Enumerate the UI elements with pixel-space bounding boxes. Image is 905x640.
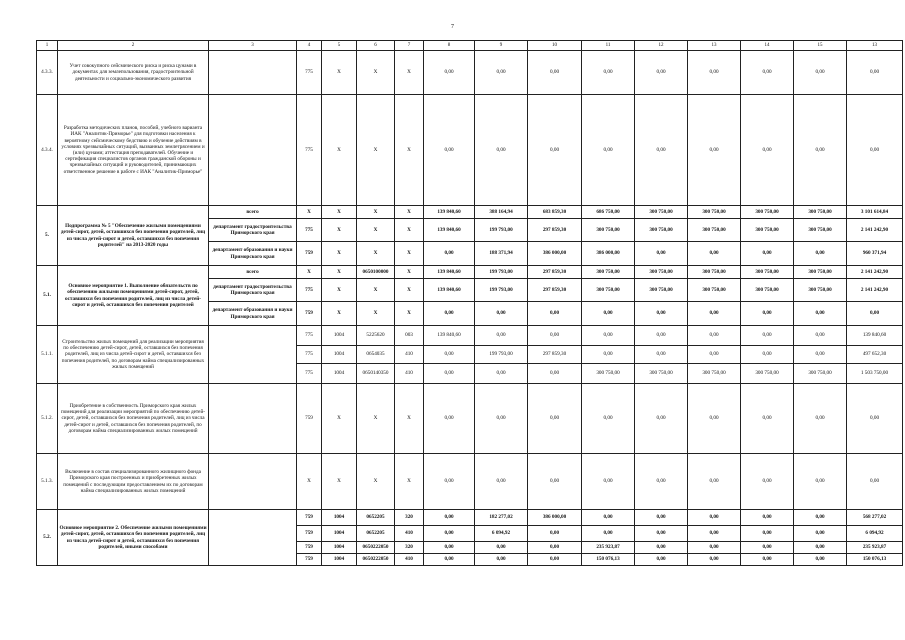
amount-cell: 0,00 (741, 384, 794, 454)
header-cell: 6 (357, 41, 395, 51)
code-cell-c7: X (395, 95, 424, 206)
amount-cell: 0,00 (688, 346, 741, 364)
amount-cell: 386 000,00 (528, 242, 582, 266)
budget-table (36, 40, 903, 566)
amount-cell: 300 750,00 (794, 364, 847, 384)
section-code: 5.1. (37, 266, 58, 326)
amount-cell: 0,00 (635, 454, 688, 510)
header-cell: 15 (794, 41, 847, 51)
amount-cell: 0,00 (475, 51, 528, 95)
code-cell-c6: X (357, 51, 395, 95)
amount-cell: 300 750,00 (741, 266, 794, 279)
amount-cell: 0,00 (424, 510, 475, 526)
amount-cell: 386 000,00 (528, 510, 582, 526)
amount-cell: 0,00 (528, 302, 582, 326)
code-cell-c7: X (395, 242, 424, 266)
header-cell: 12 (635, 41, 688, 51)
amount-cell: 300 750,00 (582, 364, 635, 384)
code-cell-c5: 1004 (322, 326, 357, 346)
amount-cell: 139 840,60 (424, 326, 475, 346)
code-cell-c7: X (395, 279, 424, 302)
amount-cell: 0,00 (688, 384, 741, 454)
amount-cell: 0,00 (582, 346, 635, 364)
code-cell-c7: X (395, 302, 424, 326)
amount-cell: 1 503 750,00 (847, 364, 903, 384)
amount-cell: 0,00 (741, 302, 794, 326)
amount-cell: 0,00 (794, 542, 847, 554)
amount-cell: 0,00 (635, 326, 688, 346)
code-cell-c5: X (322, 302, 357, 326)
amount-cell: 0,00 (847, 51, 903, 95)
amount-cell: 0,00 (688, 510, 741, 526)
code-cell-c6: 0652205 (357, 510, 395, 526)
amount-cell: 300 750,00 (688, 206, 741, 219)
header-cell: 11 (582, 41, 635, 51)
amount-cell: 199 793,00 (475, 219, 528, 242)
amount-cell: 300 750,00 (794, 206, 847, 219)
amount-cell: 497 652,30 (847, 346, 903, 364)
amount-cell: 300 750,00 (741, 206, 794, 219)
amount-cell: 150 076,13 (847, 554, 903, 566)
code-cell-c5: 1004 (322, 510, 357, 526)
code-cell-c4: 775 (297, 95, 322, 206)
code-cell-c4: 759 (297, 302, 322, 326)
executor-cell: департамент градостроительства Приморского края (209, 219, 297, 242)
amount-cell: 0,00 (794, 326, 847, 346)
amount-cell: 199 793,00 (475, 346, 528, 364)
amount-cell: 0,00 (635, 526, 688, 542)
code-cell-c7: 003 (395, 326, 424, 346)
amount-cell: 0,00 (635, 346, 688, 364)
amount-cell: 199 793,00 (475, 266, 528, 279)
amount-cell: 0,00 (635, 510, 688, 526)
amount-cell: 139 840,60 (424, 219, 475, 242)
amount-cell: 0,00 (741, 554, 794, 566)
amount-cell: 0,00 (688, 542, 741, 554)
section-code: 5.2. (37, 510, 58, 566)
amount-cell: 300 750,00 (741, 364, 794, 384)
amount-cell: 300 750,00 (582, 266, 635, 279)
code-cell-c4: 759 (297, 554, 322, 566)
amount-cell: 300 750,00 (741, 279, 794, 302)
executor-cell: всего (209, 266, 297, 279)
table-row (37, 510, 903, 526)
code-cell-c7: X (395, 384, 424, 454)
amount-cell: 0,00 (794, 95, 847, 206)
code-cell-c5: X (322, 242, 357, 266)
amount-cell: 300 750,00 (635, 219, 688, 242)
amount-cell: 0,00 (475, 542, 528, 554)
amount-cell: 0,00 (635, 302, 688, 326)
amount-cell: 300 750,00 (635, 206, 688, 219)
code-cell-c7: 320 (395, 510, 424, 526)
code-cell-c5: X (322, 51, 357, 95)
amount-cell: 300 750,00 (582, 279, 635, 302)
amount-cell: 300 750,00 (688, 279, 741, 302)
code-cell-c6: X (357, 206, 395, 219)
table-row (37, 384, 903, 454)
amount-cell: 0,00 (475, 554, 528, 566)
amount-cell: 300 750,00 (688, 364, 741, 384)
section-description: Подпрограмма № 5 "Обеспечение жилыми помещениями детей-сирот, детей, оставшихся без попечения родителей, лиц из числа детей-сирот и детей, оставшихся без попечения родителей" на 2013-2020 годы (58, 206, 209, 266)
amount-cell: 0,00 (582, 526, 635, 542)
amount-cell: 386 000,00 (582, 242, 635, 266)
table-row (37, 206, 903, 219)
amount-cell: 139 840,60 (424, 279, 475, 302)
section-code: 5.1.2. (37, 384, 58, 454)
code-cell-c6: 0650222050 (357, 542, 395, 554)
amount-cell: 683 859,30 (528, 206, 582, 219)
amount-cell: 0,00 (741, 526, 794, 542)
amount-cell: 0,00 (424, 51, 475, 95)
amount-cell: 0,00 (794, 302, 847, 326)
amount-cell: 0,00 (847, 302, 903, 326)
amount-cell: 0,00 (741, 510, 794, 526)
section-code: 4.3.3. (37, 51, 58, 95)
amount-cell: 0,00 (847, 384, 903, 454)
amount-cell: 0,00 (741, 51, 794, 95)
header-cell: 4 (297, 41, 322, 51)
code-cell-c6: 5225620 (357, 326, 395, 346)
code-cell-c4: 775 (297, 364, 322, 384)
code-cell-c5: 1004 (322, 364, 357, 384)
amount-cell: 388 164,94 (475, 206, 528, 219)
section-description: Основное мероприятие 1. Выполнение обязательств по обеспечению жилыми помещениями детей-сирот, детей, оставшихся без попечения родителей, лиц из числа детей-сирот и детей, оставшихся без попечения родителей (58, 266, 209, 326)
amount-cell: 0,00 (528, 542, 582, 554)
table-row (37, 51, 903, 95)
amount-cell: 0,00 (424, 454, 475, 510)
amount-cell: 6 094,92 (847, 526, 903, 542)
amount-cell: 0,00 (741, 542, 794, 554)
executor-cell: департамент образования и науки Приморского края (209, 302, 297, 326)
amount-cell: 0,00 (635, 554, 688, 566)
amount-cell: 2 141 242,90 (847, 266, 903, 279)
amount-cell: 0,00 (688, 554, 741, 566)
section-description: Приобретение в собственность Приморского края жилых помещений для реализации мероприятий по обеспечению детей-сирот, детей, оставшихся без попечения родителей, лиц из числа детей-сирот и детей, оставшихся без попечения родителей, по договорам найма специализированных жилых помещений (58, 384, 209, 454)
code-cell-c6: X (357, 279, 395, 302)
amount-cell: 0,00 (794, 510, 847, 526)
amount-cell: 0,00 (475, 384, 528, 454)
code-cell-c6: 0650140350 (357, 364, 395, 384)
code-cell-c5: X (322, 219, 357, 242)
amount-cell: 686 750,00 (582, 206, 635, 219)
header-cell: 8 (424, 41, 475, 51)
table-row (37, 326, 903, 346)
table-row (37, 454, 903, 510)
code-cell-c7: 410 (395, 554, 424, 566)
amount-cell: 0,00 (688, 526, 741, 542)
amount-cell: 0,00 (475, 326, 528, 346)
code-cell-c4: 759 (297, 242, 322, 266)
amount-cell: 0,00 (475, 454, 528, 510)
empty-cell (209, 51, 297, 95)
amount-cell: 6 094,92 (475, 526, 528, 542)
amount-cell: 0,00 (424, 554, 475, 566)
code-cell-c7: X (395, 454, 424, 510)
amount-cell: 0,00 (847, 95, 903, 206)
code-cell-c4: X (297, 266, 322, 279)
amount-cell: 0,00 (741, 454, 794, 510)
amount-cell: 300 750,00 (635, 279, 688, 302)
amount-cell: 0,00 (424, 302, 475, 326)
amount-cell: 568 277,02 (847, 510, 903, 526)
amount-cell: 300 750,00 (688, 266, 741, 279)
amount-cell: 188 371,94 (475, 242, 528, 266)
amount-cell: 0,00 (424, 384, 475, 454)
amount-cell: 0,00 (635, 51, 688, 95)
code-cell-c5: 1004 (322, 554, 357, 566)
amount-cell: 960 371,94 (847, 242, 903, 266)
amount-cell: 297 859,30 (528, 346, 582, 364)
amount-cell: 0,00 (635, 242, 688, 266)
amount-cell: 150 076,13 (582, 554, 635, 566)
amount-cell: 0,00 (688, 51, 741, 95)
empty-cell (209, 510, 297, 566)
code-cell-c5: X (322, 266, 357, 279)
amount-cell: 0,00 (688, 326, 741, 346)
code-cell-c6: 0650100000 (357, 266, 395, 279)
header-cell: 9 (475, 41, 528, 51)
amount-cell: 297 859,30 (528, 219, 582, 242)
amount-cell: 0,00 (794, 554, 847, 566)
code-cell-c5: 1004 (322, 346, 357, 364)
code-cell-c4: 759 (297, 384, 322, 454)
section-description: Строительство жилых помещений для реализации мероприятия по обеспечению детей-сирот, детей, оставшихся без попечения родителей, лиц из числа детей-сирот и детей, оставшихся без попечения родителей, по договорам найма специализированных жилых помещений (58, 326, 209, 384)
header-cell: 3 (209, 41, 297, 51)
code-cell-c6: 0654035 (357, 346, 395, 364)
amount-cell: 0,00 (528, 384, 582, 454)
amount-cell: 0,00 (635, 95, 688, 206)
executor-cell: всего (209, 206, 297, 219)
code-cell-c4: 775 (297, 346, 322, 364)
amount-cell: 297 859,30 (528, 279, 582, 302)
code-cell-c5: X (322, 384, 357, 454)
header-cell: 13 (688, 41, 741, 51)
code-cell-c7: X (395, 266, 424, 279)
page-number: 7 (451, 24, 454, 30)
amount-cell: 0,00 (424, 95, 475, 206)
code-cell-c7: 410 (395, 526, 424, 542)
amount-cell: 0,00 (528, 95, 582, 206)
section-description: Включение в состав специализированного жилищного фонда Приморского края построенных и приобретенных жилых помещений с последующим предоставлением их по договорам найма специализированных жилых помещений (58, 454, 209, 510)
amount-cell: 0,00 (424, 346, 475, 364)
code-cell-c6: X (357, 219, 395, 242)
amount-cell: 0,00 (582, 384, 635, 454)
code-cell-c4: 775 (297, 326, 322, 346)
amount-cell: 0,00 (582, 95, 635, 206)
header-cell: 13 (847, 41, 903, 51)
code-cell-c4: X (297, 454, 322, 510)
section-code: 4.3.4. (37, 95, 58, 206)
code-cell-c4: 775 (297, 51, 322, 95)
amount-cell: 182 277,02 (475, 510, 528, 526)
code-cell-c5: X (322, 454, 357, 510)
amount-cell: 0,00 (741, 242, 794, 266)
amount-cell: 139 840,60 (847, 326, 903, 346)
amount-cell: 0,00 (528, 454, 582, 510)
amount-cell: 0,00 (582, 51, 635, 95)
amount-cell: 300 750,00 (794, 279, 847, 302)
code-cell-c6: X (357, 384, 395, 454)
code-cell-c6: 0650222050 (357, 554, 395, 566)
section-code: 5.1.1. (37, 326, 58, 384)
header-cell: 10 (528, 41, 582, 51)
amount-cell: 0,00 (582, 302, 635, 326)
header-cell: 14 (741, 41, 794, 51)
code-cell-c5: 1004 (322, 542, 357, 554)
code-cell-c6: 0652205 (357, 526, 395, 542)
code-cell-c6: X (357, 302, 395, 326)
amount-cell: 300 750,00 (635, 266, 688, 279)
amount-cell: 0,00 (688, 95, 741, 206)
amount-cell: 0,00 (582, 454, 635, 510)
amount-cell: 2 141 242,90 (847, 219, 903, 242)
amount-cell: 139 840,60 (424, 266, 475, 279)
empty-cell (209, 384, 297, 454)
table-row (37, 266, 903, 279)
amount-cell: 0,00 (741, 326, 794, 346)
executor-cell: департамент градостроительства Приморского края (209, 279, 297, 302)
amount-cell: 300 750,00 (794, 219, 847, 242)
executor-cell: департамент образования и науки Приморского края (209, 242, 297, 266)
header-cell: 7 (395, 41, 424, 51)
amount-cell: 300 750,00 (741, 219, 794, 242)
code-cell-c7: X (395, 51, 424, 95)
amount-cell: 0,00 (741, 95, 794, 206)
section-description: Основное мероприятие 2. Обеспечение жилыми помещениями детей-сирот, детей, оставшихся без попечения родителей, лиц из числа детей-сирот и детей, оставшихся без попечения родителей, иными способами (58, 510, 209, 566)
amount-cell: 139 840,60 (424, 206, 475, 219)
table-row (37, 95, 903, 206)
section-description: Разработка методических планов, пособий, учебного варианта ИАК "Аналитик-Приморье" для подготовки населения к вероятному сейсмическому бедствию и обучение действиям в условиях чрезвычайных ситуаций, вызванных землетрясением и (или) цунами; аттестация преподавателей. Обучение и сертификация специалистов органов гражданской обороны и чрезвычайных ситуаций и руководителей, принимающих ответственное решение в работе с ИАК "Аналитик-Приморье" (58, 95, 209, 206)
header-cell: 2 (58, 41, 209, 51)
code-cell-c4: 759 (297, 510, 322, 526)
code-cell-c6: X (357, 95, 395, 206)
amount-cell: 0,00 (847, 454, 903, 510)
amount-cell: 0,00 (424, 542, 475, 554)
section-description: Учет совокупного сейсмического риска и риска цунами в документах для землепользования, градостроительной деятельности и социально-экономического развития (58, 51, 209, 95)
code-cell-c4: 759 (297, 526, 322, 542)
amount-cell: 0,00 (424, 526, 475, 542)
code-cell-c7: 410 (395, 364, 424, 384)
amount-cell: 300 750,00 (688, 219, 741, 242)
code-cell-c4: 775 (297, 219, 322, 242)
amount-cell: 0,00 (424, 364, 475, 384)
amount-cell: 0,00 (794, 526, 847, 542)
amount-cell: 0,00 (688, 242, 741, 266)
code-cell-c5: X (322, 95, 357, 206)
code-cell-c7: X (395, 219, 424, 242)
code-cell-c7: 320 (395, 542, 424, 554)
amount-cell: 297 859,30 (528, 266, 582, 279)
amount-cell: 0,00 (794, 454, 847, 510)
amount-cell: 0,00 (635, 384, 688, 454)
amount-cell: 0,00 (475, 95, 528, 206)
header-cell: 1 (37, 41, 58, 51)
amount-cell: 0,00 (794, 51, 847, 95)
amount-cell: 300 750,00 (582, 219, 635, 242)
amount-cell: 0,00 (475, 302, 528, 326)
amount-cell: 0,00 (528, 326, 582, 346)
code-cell-c6: X (357, 454, 395, 510)
code-cell-c6: X (357, 242, 395, 266)
code-cell-c4: 775 (297, 279, 322, 302)
amount-cell: 0,00 (741, 346, 794, 364)
empty-cell (209, 95, 297, 206)
amount-cell: 0,00 (582, 510, 635, 526)
header-row (37, 41, 903, 51)
amount-cell: 0,00 (475, 364, 528, 384)
amount-cell: 0,00 (794, 346, 847, 364)
empty-cell (209, 326, 297, 384)
code-cell-c7: X (395, 206, 424, 219)
amount-cell: 235 923,87 (582, 542, 635, 554)
amount-cell: 300 750,00 (635, 364, 688, 384)
empty-cell (209, 454, 297, 510)
amount-cell: 235 923,87 (847, 542, 903, 554)
amount-cell: 0,00 (688, 454, 741, 510)
code-cell-c7: 410 (395, 346, 424, 364)
amount-cell: 0,00 (528, 526, 582, 542)
code-cell-c5: X (322, 206, 357, 219)
amount-cell: 0,00 (528, 51, 582, 95)
code-cell-c5: X (322, 279, 357, 302)
amount-cell: 0,00 (794, 242, 847, 266)
code-cell-c4: X (297, 206, 322, 219)
amount-cell: 0,00 (582, 326, 635, 346)
amount-cell: 3 101 614,84 (847, 206, 903, 219)
code-cell-c5: 1004 (322, 526, 357, 542)
amount-cell: 2 141 242,90 (847, 279, 903, 302)
amount-cell: 0,00 (528, 554, 582, 566)
code-cell-c4: 759 (297, 542, 322, 554)
amount-cell: 0,00 (794, 384, 847, 454)
amount-cell: 0,00 (688, 302, 741, 326)
header-cell: 5 (322, 41, 357, 51)
amount-cell: 0,00 (528, 364, 582, 384)
amount-cell: 300 750,00 (794, 266, 847, 279)
amount-cell: 0,00 (424, 242, 475, 266)
amount-cell: 0,00 (635, 542, 688, 554)
section-code: 5.1.3. (37, 454, 58, 510)
section-code: 5. (37, 206, 58, 266)
amount-cell: 199 793,00 (475, 279, 528, 302)
